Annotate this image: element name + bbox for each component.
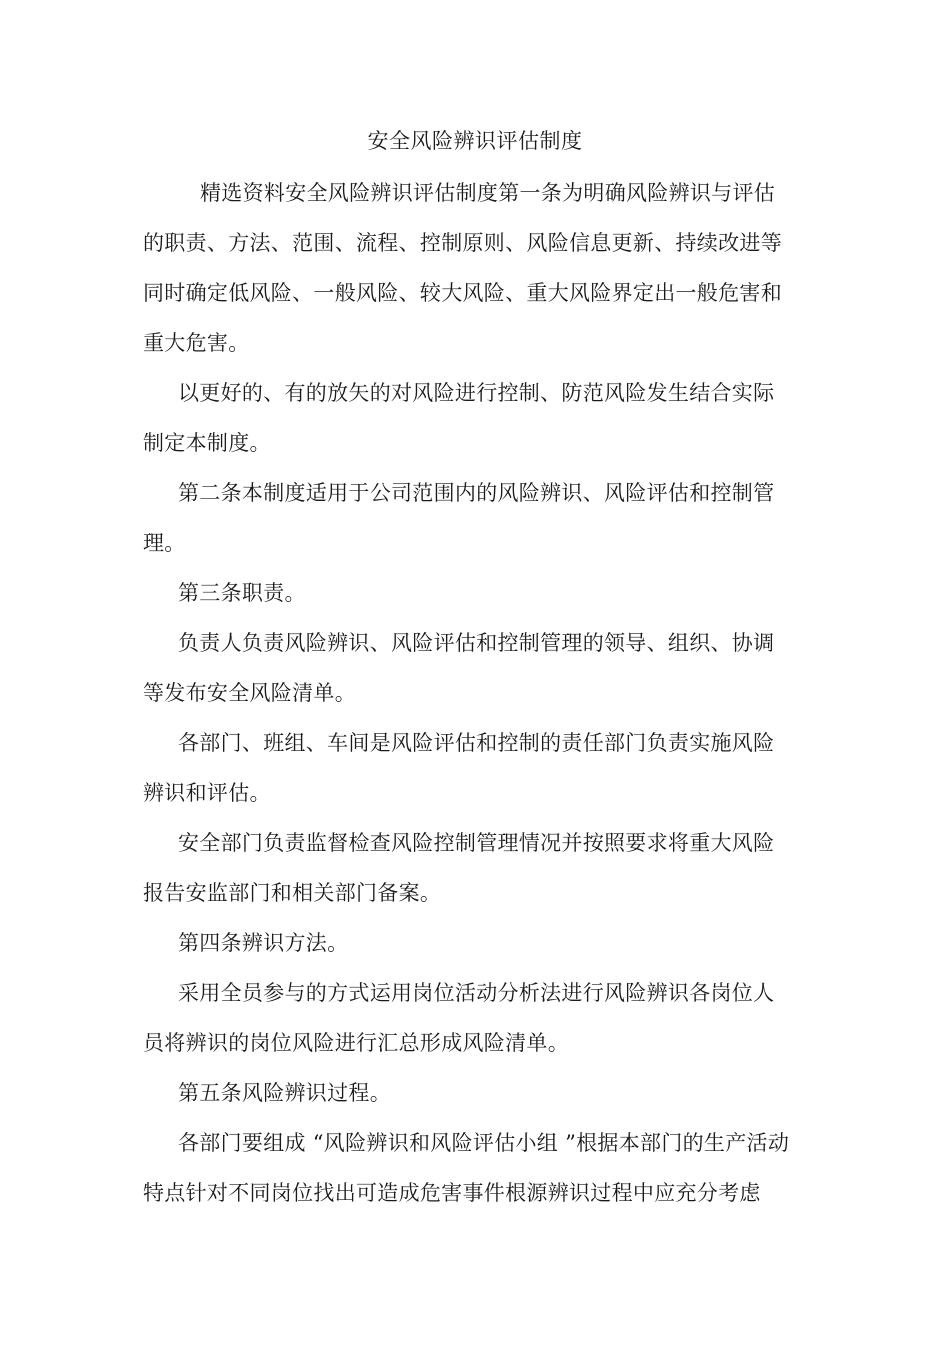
paragraph-line: 各部门、班组、车间是风险评估和控制的责任部门负责实施风险 [178, 731, 775, 755]
paragraph-line: 特点针对不同岗位找出可造成危害事件根源辨识过程中应充分考虑 [143, 1181, 761, 1205]
paragraph-line: 的职责、方法、范围、流程、控制原则、风险信息更新、持续改进等 [143, 231, 782, 255]
paragraph-line: 第二条本制度适用于公司范围内的风险辨识、风险评估和控制管 [178, 481, 775, 505]
paragraph-line: 以更好的、有的放矢的对风险进行控制、防范风险发生结合实际 [178, 381, 775, 405]
document-title: 安全风险辨识评估制度 [367, 129, 583, 153]
paragraph-line: 理。 [143, 531, 186, 555]
paragraph-line: 重大危害。 [143, 331, 250, 355]
paragraph-line: 辨识和评估。 [143, 781, 271, 805]
paragraph-line: 采用全员参与的方式运用岗位活动分析法进行风险辨识各岗位人 [178, 981, 775, 1005]
paragraph-line: 第四条辨识方法。 [178, 931, 349, 955]
paragraph-line: 制定本制度。 [143, 431, 271, 455]
paragraph-line: 精选资料安全风险辨识评估制度第一条为明确风险辨识与评估 [200, 181, 776, 205]
paragraph-line: 安全部门负责监督检查风险控制管理情况并按照要求将重大风险 [178, 831, 775, 855]
paragraph-line: 报告安监部门和相关部门备案。 [143, 881, 442, 905]
paragraph-line: 等发布安全风险清单。 [143, 681, 356, 705]
paragraph-line: 负责人负责风险辨识、风险评估和控制管理的领导、组织、协调 [178, 631, 775, 655]
paragraph-line: 第五条风险辨识过程。 [178, 1081, 391, 1105]
paragraph-line: 员将辨识的岗位风险进行汇总形成风险清单。 [143, 1031, 569, 1055]
paragraph-line: 各部门要组成 “风险辨识和风险评估小组 ”根据本部门的生产活动 [178, 1131, 790, 1155]
paragraph-line: 第三条职责。 [178, 581, 306, 605]
paragraph-line: 同时确定低风险、一般风险、较大风险、重大风险界定出一般危害和 [143, 281, 782, 305]
